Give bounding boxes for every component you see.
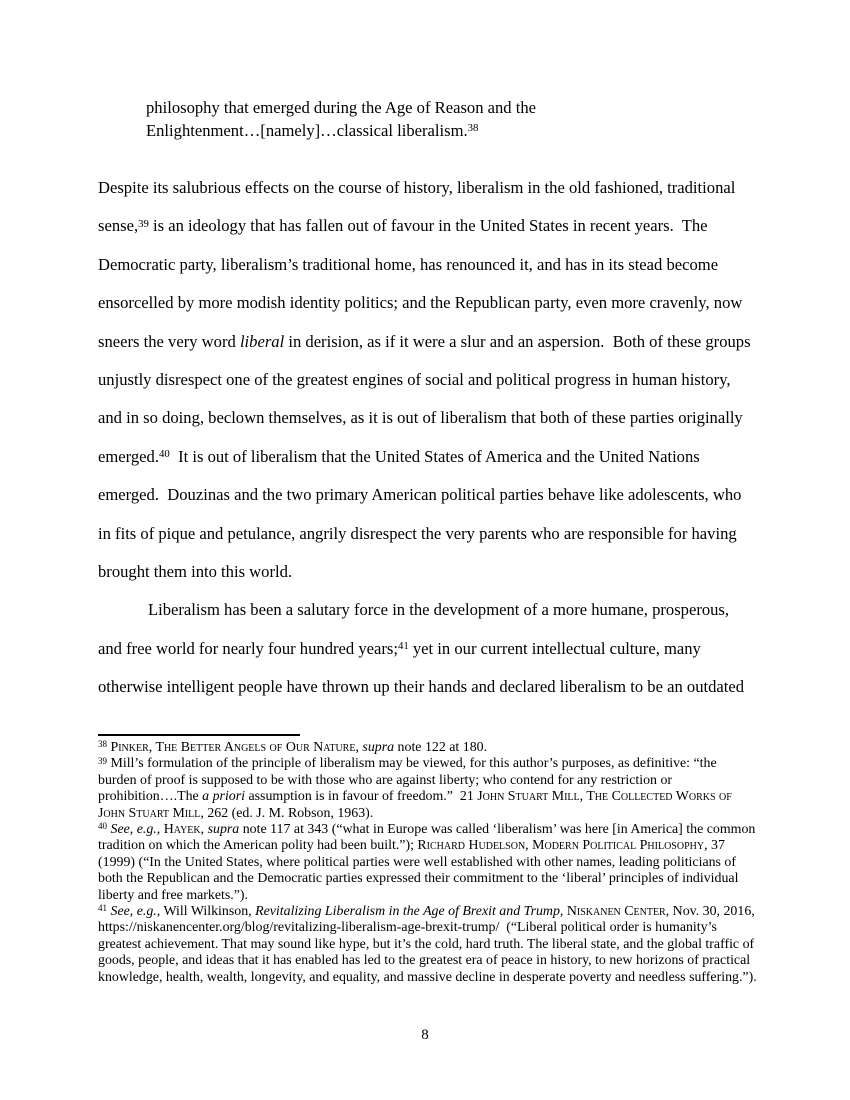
footnote-40: $^{40}$ See, e.g., Hayek, supra note 117 at 343 (“what in Europe was called ‘liberalism’ was here [in America] the common tradition on which the American polity had been built.”); Richard Hudelson, Modern Political Philosophy, 37 (1999) (“In the United States, where political parties were well established with other names, leading politicians of both the Republican and the Democratic parties expressed their commitment to the ‘liberal’ principles of individual liberty and free markets.”).	[98, 821, 759, 903]
paragraph-1: Despite its salubrious effects on the course of history, liberalism in the old fashioned, traditional sense,$^{39}$ is an ideology that has fallen out of favour in the United States in recent years. The Democratic party, liberalism’s traditional home, has renounced it, and has in its stead become ensorcelled by more modish identity politics; and the Republican party, even more cravenly, now sneers the very word liberal in derision, as if it were a slur and an aspersion. Both of these groups unjustly disrespect one of the greatest engines of social and political progress in human history, and in so doing, beclown themselves, as it is out of liberalism that both of these parties originally emerged.$^{40}$ It is out of liberalism that the United States of America and the United Nations emerged. Douzinas and the two primary American political parties behave like adolescents, who in fits of pique and petulance, angrily disrespect the very parents who are responsible for having brought them into this world.	[98, 178, 755, 582]
footnote-38: $^{38}$ Pinker, The Better Angels of Our Nature, supra note 122 at 180.	[98, 739, 488, 755]
quote-line-1: philosophy that emerged during the Age of Reason and the	[146, 98, 537, 117]
page-body	[98, 96, 754, 707]
footnote-41: $^{41}$ See, e.g., Will Wilkinson, Revitalizing Liberalism in the Age of Brexit and Trump, Niskanen Center, Nov. 30, 2016, https://niskanencenter.org/blog/revitalizing-liberalism-age-brexit-trump/ (“Liberal political order is humanity’s greatest achievement. That may sound like hype, but it’s the cold, hard truth. The liberal state, and the global traffic of goods, people, and ideas that it has enabled has led to the greatest era of peace in history, to new horizons of practical knowledge, health, wealth, longevity, and equality, and massive decline in desperate poverty and needless suffering.”).	[98, 903, 759, 985]
footnote-39: $^{39}$ Mill’s formulation of the principle of liberalism may be viewed, for this author’s purposes, as definitive: “the burden of proof is supposed to be with those who are against liberty; who contend for any restriction or prohibition….The a priori assumption is in favour of freedom.” 21 John Stuart Mill, The Collected Works of John Stuart Mill, 262 (ed. J. M. Robson, 1963).	[98, 755, 736, 821]
footnotes-section	[98, 740, 758, 986]
page-number: 8	[421, 1027, 429, 1043]
paragraph-2: Liberalism has been a salutary force in the development of a more humane, prosperous, and free world for nearly four hundred years;$^{41}$ yet in our current intellectual culture, many otherwise intelligent people have thrown up their hands and declared liberalism to be an outdated	[98, 600, 745, 697]
footnote-separator	[98, 734, 300, 736]
quote-line-2: Enlightenment…[namely]…classical liberalism.$^{38}$	[146, 121, 479, 140]
block-quote	[146, 96, 754, 142]
